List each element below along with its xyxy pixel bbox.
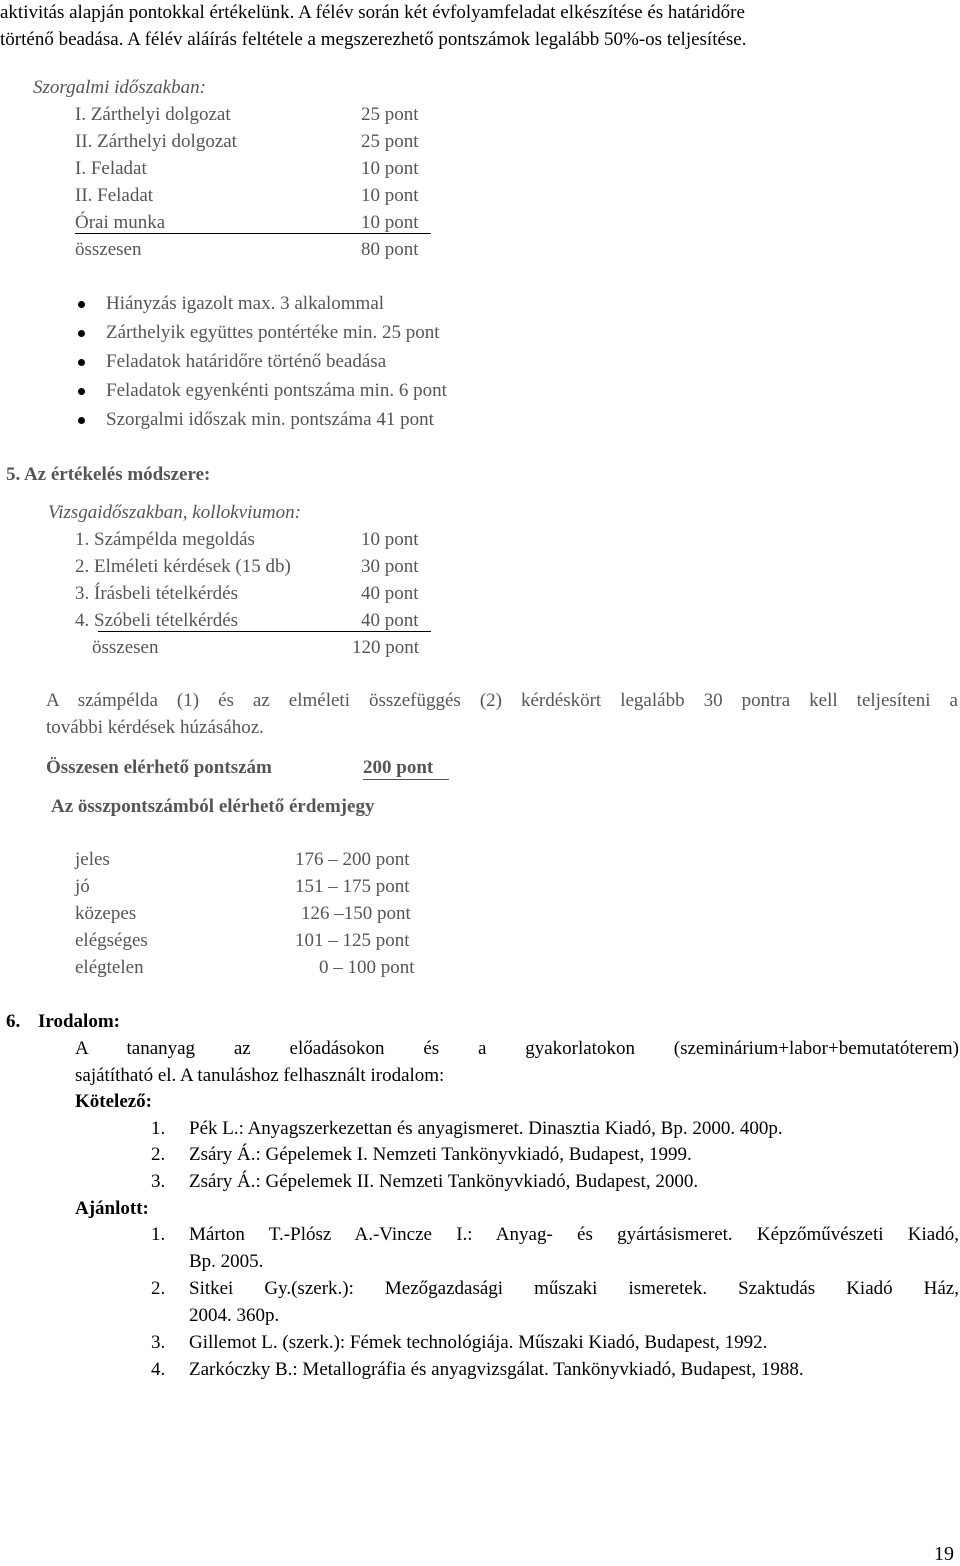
term-row-points: 25 pont: [361, 131, 419, 152]
required-number: 1.: [151, 1118, 166, 1139]
exam-row-points: 30 pont: [361, 556, 419, 577]
grade-range: 176 – 200 pont: [295, 849, 410, 870]
required-reference: Pék L.: Anyagszerkezettan és anyagismeret. Dinasztia Kiadó, Bp. 2000. 400p.: [189, 1118, 783, 1139]
grade-name: elégtelen: [75, 957, 144, 978]
term-heading: Szorgalmi időszakban:: [33, 77, 206, 98]
grade-range: 101 – 125 pont: [295, 930, 410, 951]
bullet-icon: [78, 359, 85, 366]
grade-name: közepes: [75, 903, 137, 924]
recommended-number: 1.: [151, 1224, 166, 1245]
term-row-label: I. Zárthelyi dolgozat: [75, 104, 231, 125]
note-line-1: A számpélda (1) és az elméleti összefüggés (2) kérdéskört legalább 30 pontra kell teljesíteni a: [46, 690, 958, 711]
page-number: 19: [934, 1543, 954, 1565]
literature-intro-line-1: A tananyag az előadásokon és a gyakorlatokon (szeminárium+labor+bemutatóterem): [75, 1038, 959, 1059]
grade-name: jeles: [75, 849, 110, 870]
intro-line-1: aktivitás alapján pontokkal értékelünk. A félév során két évfolyamfeladat elkészítése és határidőre: [0, 2, 745, 23]
bullet-icon: [78, 330, 85, 337]
exam-row-points: 10 pont: [361, 529, 419, 550]
bullet-icon: [78, 301, 85, 308]
grade-name: jó: [75, 876, 90, 897]
recommended-reference: Márton T.-Plósz A.-Vincze I.: Anyag- és gyártásismeret. Képzőművészeti Kiadó,: [189, 1224, 959, 1245]
term-total-points: 80 pont: [361, 239, 419, 260]
recommended-reference-cont: 2004. 360p.: [189, 1305, 280, 1326]
recommended-reference: Zarkóczky B.: Metallográfia és anyagvizsgálat. Tankönyvkiadó, Budapest, 1988.: [189, 1359, 804, 1380]
section-5-heading: 5. Az értékelés módszere:: [6, 464, 211, 485]
exam-row-points: 40 pont: [361, 583, 419, 604]
section-6-heading: Irodalom:: [38, 1011, 120, 1032]
recommended-heading: Ajánlott:: [75, 1198, 149, 1219]
total-underline: [363, 779, 449, 780]
grade-heading: Az összpontszámból elérhető érdemjegy: [51, 796, 375, 817]
required-reference: Zsáry Á.: Gépelemek II. Nemzeti Tankönyvkiadó, Budapest, 2000.: [189, 1171, 699, 1192]
exam-heading: Vizsgaidőszakban, kollokviumon:: [48, 502, 301, 523]
requirement-item: Zárthelyik együttes pontértéke min. 25 pont: [106, 322, 440, 343]
note-line-2: további kérdések húzásához.: [46, 717, 264, 738]
recommended-reference: Sitkei Gy.(szerk.): Mezőgazdasági műszaki ismeretek. Szaktudás Kiadó Ház,: [189, 1278, 959, 1299]
grade-range: 126 –150 pont: [301, 903, 411, 924]
requirement-item: Szorgalmi időszak min. pontszáma 41 pont: [106, 409, 434, 430]
bullet-icon: [78, 388, 85, 395]
recommended-reference: Gillemot L. (szerk.): Fémek technológiája. Műszaki Kiadó, Budapest, 1992.: [189, 1332, 768, 1353]
literature-intro-line-2: sajátítható el. A tanuláshoz felhasznált irodalom:: [75, 1065, 445, 1086]
requirement-item: Hiányzás igazolt max. 3 alkalommal: [106, 293, 385, 314]
recommended-number: 3.: [151, 1332, 166, 1353]
exam-row-points: 40 pont: [361, 610, 419, 631]
sum-rule: [75, 233, 431, 234]
grade-range: 151 – 175 pont: [295, 876, 410, 897]
term-row-label: I. Feladat: [75, 158, 147, 179]
exam-row-label: 1. Számpélda megoldás: [75, 529, 255, 550]
term-row-points: 25 pont: [361, 104, 419, 125]
exam-row-label: 2. Elméleti kérdések (15 db): [75, 556, 291, 577]
recommended-number: 4.: [151, 1359, 166, 1380]
requirement-item: Feladatok egyenkénti pontszáma min. 6 pont: [106, 380, 447, 401]
exam-row-label: 3. Írásbeli tételkérdés: [75, 583, 239, 604]
required-heading: Kötelező:: [75, 1091, 153, 1112]
recommended-number: 2.: [151, 1278, 166, 1299]
total-label: Összesen elérhető pontszám: [46, 757, 272, 778]
required-number: 3.: [151, 1171, 166, 1192]
term-row-label: II. Zárthelyi dolgozat: [75, 131, 237, 152]
section-6-number: 6.: [6, 1011, 21, 1032]
term-row-points: 10 pont: [361, 158, 419, 179]
total-value: 200 pont: [363, 757, 434, 778]
recommended-reference-cont: Bp. 2005.: [189, 1251, 264, 1272]
term-row-label: II. Feladat: [75, 185, 154, 206]
requirement-item: Feladatok határidőre történő beadása: [106, 351, 387, 372]
term-row-points: 10 pont: [361, 212, 419, 233]
required-number: 2.: [151, 1144, 166, 1165]
bullet-icon: [78, 417, 85, 424]
intro-line-2: történő beadása. A félév aláírás feltétele a megszerezhető pontszámok legalább 50%-os teljesítése.: [0, 29, 747, 50]
exam-row-label: 4. Szóbeli tételkérdés: [75, 610, 239, 631]
grade-name: elégséges: [75, 930, 148, 951]
required-reference: Zsáry Á.: Gépelemek I. Nemzeti Tankönyvkiadó, Budapest, 1999.: [189, 1144, 692, 1165]
exam-total-label: összesen: [92, 637, 159, 658]
term-row-points: 10 pont: [361, 185, 419, 206]
exam-total-points: 120 pont: [352, 637, 420, 658]
grade-range: 0 – 100 pont: [319, 957, 415, 978]
term-row-label: Órai munka: [75, 212, 166, 233]
sum-rule: [98, 631, 431, 632]
term-total-label: összesen: [75, 239, 142, 260]
